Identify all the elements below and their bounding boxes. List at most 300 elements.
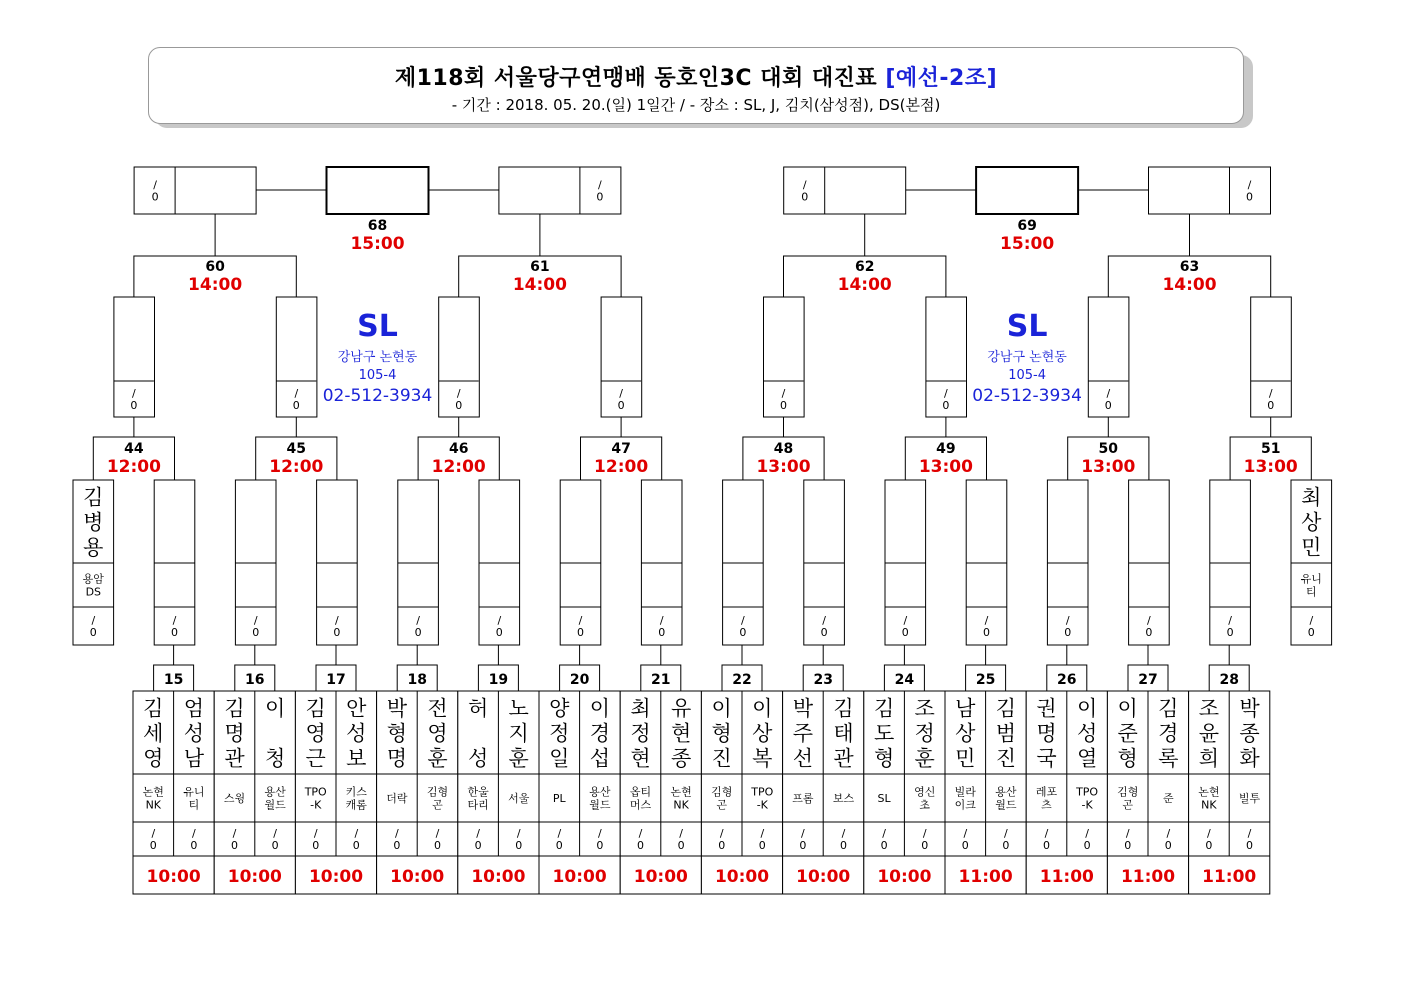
player-name: 희 bbox=[1198, 746, 1220, 771]
match-time: 12:00 bbox=[269, 457, 324, 477]
player-club: 곤 bbox=[432, 798, 443, 812]
player-name: 열 bbox=[1076, 746, 1098, 771]
player-club: 프롬 bbox=[792, 792, 814, 805]
slot-score: / bbox=[1065, 614, 1070, 627]
match-number: 49 bbox=[936, 441, 956, 457]
slot-score: / bbox=[294, 387, 299, 400]
player-club: TPO bbox=[1076, 785, 1099, 799]
player-club: 용산 bbox=[589, 785, 611, 799]
slot-score: / bbox=[91, 614, 96, 627]
player-club: 머스 bbox=[629, 798, 652, 812]
player-club: 월드 bbox=[995, 798, 1017, 812]
slot-score: / bbox=[172, 614, 177, 627]
player-club: 키스 bbox=[345, 785, 367, 799]
player-score: / bbox=[516, 827, 521, 840]
slot-score: 0 bbox=[577, 626, 584, 639]
slot-score: / bbox=[1147, 614, 1151, 627]
player-name: 엄 bbox=[183, 696, 205, 721]
player-name: 이 bbox=[589, 696, 611, 721]
player-name: 명 bbox=[224, 721, 245, 746]
player-club: 김형 bbox=[426, 785, 449, 799]
match-time: 10:00 bbox=[471, 867, 526, 887]
match-number: 21 bbox=[651, 672, 671, 688]
player-score: / bbox=[192, 827, 196, 840]
player-club: 김형 bbox=[711, 785, 733, 799]
slot-score: / bbox=[456, 387, 461, 400]
player-club: 월드 bbox=[589, 798, 611, 812]
slot-score: / bbox=[153, 178, 157, 192]
match-number: 25 bbox=[975, 672, 996, 688]
player-name: 성 bbox=[467, 746, 489, 771]
player-club: 곤 bbox=[1122, 798, 1134, 812]
match-number: 28 bbox=[1219, 672, 1239, 688]
match-number: 15 bbox=[163, 672, 184, 688]
slot-score: / bbox=[335, 614, 339, 627]
player-club: -K bbox=[310, 798, 322, 812]
champion-box bbox=[327, 167, 429, 214]
player-name: 전 bbox=[427, 696, 448, 721]
player-score: / bbox=[922, 827, 927, 840]
player-club: 한울 bbox=[467, 785, 489, 799]
player-name: 이 bbox=[1117, 696, 1138, 721]
slot-score: 0 bbox=[151, 190, 159, 204]
slot-score: 0 bbox=[1064, 626, 1072, 639]
player-name: 안 bbox=[346, 696, 367, 721]
match-time: 10:00 bbox=[390, 867, 445, 887]
match-time: 11:00 bbox=[1039, 867, 1094, 887]
player-name: 윤 bbox=[1198, 721, 1220, 746]
player-name: 도 bbox=[873, 721, 895, 746]
player-name: 보 bbox=[346, 746, 367, 771]
slot-score: / bbox=[416, 614, 420, 627]
player-club: 논현 bbox=[1198, 785, 1220, 799]
title-text: 제118회 서울당구연맹배 동호인3C 대회 대진표 bbox=[394, 66, 878, 91]
player-score: / bbox=[1044, 827, 1049, 840]
slot-score: / bbox=[253, 614, 258, 627]
match-number: 61 bbox=[530, 259, 550, 275]
venue-name: SL bbox=[1006, 309, 1048, 344]
player-name: 진 bbox=[711, 746, 732, 771]
player-club: 논현 bbox=[142, 785, 164, 799]
player-club: SL bbox=[877, 792, 891, 805]
player-score: / bbox=[232, 827, 237, 840]
player-name: 최 bbox=[630, 696, 651, 721]
slot-score: / bbox=[659, 614, 664, 627]
player-score: 0 bbox=[231, 839, 238, 852]
player-name: 정 bbox=[630, 721, 651, 746]
player-score: 0 bbox=[840, 839, 847, 852]
player-score: 0 bbox=[352, 839, 360, 852]
player-name: 세 bbox=[143, 721, 164, 746]
slot-score: / bbox=[1106, 387, 1111, 400]
player-name: 영 bbox=[143, 746, 164, 771]
match-time: 10:00 bbox=[227, 867, 282, 887]
match-number: 60 bbox=[205, 259, 225, 275]
player-name: 종 bbox=[1239, 721, 1260, 746]
slot-score: / bbox=[1247, 178, 1252, 192]
match-time: 12:00 bbox=[431, 457, 486, 477]
player-club: 캐롬 bbox=[345, 798, 367, 812]
player-club: 용산 bbox=[995, 785, 1017, 799]
slot-score: 0 bbox=[1267, 399, 1275, 412]
champion-box bbox=[976, 167, 1078, 214]
player-score: / bbox=[719, 827, 724, 840]
player-name: 이 bbox=[264, 696, 286, 721]
match-time: 10:00 bbox=[146, 867, 201, 887]
final-number: 68 bbox=[367, 218, 388, 234]
player-club: 레포 bbox=[1035, 785, 1058, 799]
player-score: 0 bbox=[637, 839, 644, 852]
slot-score: / bbox=[497, 614, 502, 627]
slot-score: / bbox=[741, 614, 745, 627]
player-name: 관 bbox=[833, 746, 854, 771]
player-score: / bbox=[638, 827, 643, 840]
player-name: 관 bbox=[224, 746, 245, 771]
match-time: 11:00 bbox=[958, 867, 1013, 887]
match-time: 10:00 bbox=[552, 867, 607, 887]
player-name: 영 bbox=[305, 721, 326, 746]
final-number: 69 bbox=[1017, 218, 1037, 234]
slot-score: 0 bbox=[801, 190, 809, 204]
player-name: 명 bbox=[1036, 721, 1057, 746]
match-time: 11:00 bbox=[1120, 867, 1176, 887]
player-score: 0 bbox=[555, 839, 563, 852]
player-name: 상 bbox=[752, 721, 773, 746]
match-time: 14:00 bbox=[188, 275, 243, 295]
player-club: 이크 bbox=[954, 798, 976, 812]
slot-score: 0 bbox=[1307, 626, 1315, 639]
slot-score: 0 bbox=[495, 626, 503, 639]
match-time: 10:00 bbox=[714, 867, 770, 887]
player-score: 0 bbox=[434, 839, 441, 852]
player-score: 0 bbox=[718, 839, 726, 852]
match-number: 23 bbox=[813, 672, 833, 688]
player-score: 0 bbox=[596, 839, 604, 852]
player-name: 김 bbox=[305, 696, 326, 721]
player-name: 훈 bbox=[508, 746, 529, 771]
player-name: 영 bbox=[427, 721, 448, 746]
player-score: 0 bbox=[515, 839, 523, 852]
slot-score: / bbox=[578, 614, 583, 627]
match-number: 50 bbox=[1098, 441, 1119, 457]
player-name: 이 bbox=[752, 696, 773, 721]
match-number: 46 bbox=[448, 441, 469, 457]
player-club: 스윙 bbox=[223, 792, 246, 805]
match-time: 10:00 bbox=[877, 867, 932, 887]
seed-name: 병 bbox=[83, 510, 104, 535]
player-score: / bbox=[557, 827, 562, 840]
venue-address: 105-4 bbox=[1008, 368, 1046, 383]
player-club: 용산 bbox=[264, 785, 286, 799]
slot-score: / bbox=[802, 178, 807, 192]
slot-score: / bbox=[1228, 614, 1232, 627]
player-name: 경 bbox=[589, 721, 611, 746]
venue-address: 강남구 논현동 bbox=[337, 350, 418, 365]
slot-score: 0 bbox=[89, 626, 97, 639]
group-label: [예선-2조] bbox=[885, 66, 998, 91]
player-club: NK bbox=[1201, 798, 1217, 812]
player-score: / bbox=[1166, 827, 1171, 840]
venue-phone: 02-512-3934 bbox=[972, 386, 1082, 406]
match-number: 19 bbox=[488, 672, 509, 688]
slot-score: 0 bbox=[617, 399, 625, 412]
player-name: 상 bbox=[955, 721, 976, 746]
player-name: 허 bbox=[467, 696, 489, 721]
player-club: 보스 bbox=[832, 792, 855, 805]
player-score: 0 bbox=[921, 839, 929, 852]
venue-name: SL bbox=[357, 309, 398, 344]
slot-score: 0 bbox=[1226, 626, 1234, 639]
player-score: / bbox=[963, 827, 968, 840]
player-name: 정 bbox=[914, 721, 935, 746]
final-time: 15:00 bbox=[1000, 234, 1055, 254]
player-name: 남 bbox=[183, 746, 205, 771]
player-club: NK bbox=[673, 798, 689, 812]
match-number: 24 bbox=[894, 672, 915, 688]
player-score: 0 bbox=[149, 839, 157, 852]
player-name: 복 bbox=[752, 746, 773, 771]
player-name: 김 bbox=[833, 696, 854, 721]
player-club: 티 bbox=[188, 798, 200, 812]
seed-name: 김 bbox=[83, 485, 104, 510]
slot-score: 0 bbox=[130, 399, 138, 412]
player-name: 형 bbox=[711, 721, 732, 746]
player-score: / bbox=[476, 827, 480, 840]
slot-score: / bbox=[1309, 614, 1314, 627]
seed-name: 용 bbox=[83, 535, 104, 560]
player-score: 0 bbox=[1164, 839, 1172, 852]
match-number: 62 bbox=[854, 259, 875, 275]
match-time: 10:00 bbox=[308, 867, 364, 887]
player-name: 일 bbox=[549, 746, 570, 771]
match-number: 22 bbox=[732, 672, 752, 688]
match-time: 12:00 bbox=[106, 457, 161, 477]
player-score: / bbox=[151, 827, 156, 840]
match-number: 45 bbox=[286, 441, 307, 457]
player-name: 노 bbox=[508, 696, 529, 721]
player-score: 0 bbox=[1205, 839, 1213, 852]
player-name: 경 bbox=[1158, 721, 1179, 746]
slot-score: 0 bbox=[596, 190, 604, 204]
player-score: 0 bbox=[758, 839, 766, 852]
seed-club: 티 bbox=[1305, 585, 1317, 599]
player-score: / bbox=[801, 827, 805, 840]
slot-score: / bbox=[598, 178, 602, 192]
slot-score: 0 bbox=[780, 399, 787, 412]
match-number: 16 bbox=[245, 672, 265, 688]
player-club: 초 bbox=[919, 798, 931, 812]
match-number: 48 bbox=[773, 441, 794, 457]
player-name: 김 bbox=[224, 696, 245, 721]
slot-score: 0 bbox=[1104, 399, 1112, 412]
match-time: 14:00 bbox=[512, 275, 567, 295]
seed-club: 용암 bbox=[82, 572, 104, 586]
player-name: 김 bbox=[1158, 696, 1179, 721]
player-name: 박 bbox=[1239, 696, 1260, 721]
slot-score: 0 bbox=[739, 626, 747, 639]
player-name: 민 bbox=[955, 746, 976, 771]
player-score: / bbox=[882, 827, 886, 840]
player-name: 훈 bbox=[914, 746, 935, 771]
player-name: 조 bbox=[1198, 696, 1220, 721]
slot-score: 0 bbox=[414, 626, 422, 639]
player-score: / bbox=[1247, 827, 1252, 840]
match-number: 20 bbox=[569, 672, 590, 688]
player-club: 더락 bbox=[386, 792, 408, 805]
player-name: 현 bbox=[630, 746, 651, 771]
player-name: 성 bbox=[346, 721, 367, 746]
player-score: / bbox=[760, 827, 765, 840]
slot-score: / bbox=[781, 387, 786, 400]
player-score: / bbox=[435, 827, 440, 840]
player-name: 유 bbox=[670, 696, 692, 721]
player-club: 서울 bbox=[508, 792, 530, 805]
player-score: / bbox=[273, 827, 277, 840]
player-score: 0 bbox=[1002, 839, 1010, 852]
match-time: 10:00 bbox=[633, 867, 688, 887]
player-name: 박 bbox=[386, 696, 408, 721]
player-name: 진 bbox=[995, 746, 1017, 771]
player-score: 0 bbox=[1124, 839, 1132, 852]
slot-score: 0 bbox=[983, 626, 990, 639]
seed-club: DS bbox=[85, 585, 102, 599]
player-club: 영신 bbox=[914, 785, 936, 799]
venue-phone: 02-512-3934 bbox=[322, 386, 433, 406]
seed-name: 민 bbox=[1301, 535, 1322, 560]
match-number: 26 bbox=[1057, 672, 1077, 688]
player-score: / bbox=[313, 827, 318, 840]
venue-address: 105-4 bbox=[358, 368, 397, 383]
match-time: 13:00 bbox=[918, 457, 973, 477]
match-number: 44 bbox=[124, 441, 144, 457]
match-number: 47 bbox=[611, 441, 631, 457]
player-club: 곤 bbox=[716, 798, 728, 812]
player-name: 국 bbox=[1036, 746, 1057, 771]
player-name: 종 bbox=[670, 746, 692, 771]
match-time: 13:00 bbox=[1243, 457, 1298, 477]
player-club: 준 bbox=[1162, 792, 1174, 805]
player-club: 츠 bbox=[1041, 798, 1052, 812]
player-score: 0 bbox=[271, 839, 279, 852]
player-club: 타리 bbox=[467, 798, 489, 812]
page-subtitle: - 기간 : 2018. 05. 20.(일) 1일간 / - 장소 : SL, J, 김치(삼성점), DS(본점) bbox=[451, 96, 941, 114]
player-name: 박 bbox=[792, 696, 814, 721]
player-score: 0 bbox=[961, 839, 969, 852]
player-score: / bbox=[395, 827, 399, 840]
player-name: 남 bbox=[955, 696, 976, 721]
player-club: PL bbox=[552, 792, 566, 805]
match-number: 51 bbox=[1260, 441, 1281, 457]
player-name: 명 bbox=[386, 746, 408, 771]
player-score: / bbox=[841, 827, 846, 840]
match-time: 11:00 bbox=[1202, 867, 1257, 887]
slot-score: 0 bbox=[820, 626, 828, 639]
slot-score: 0 bbox=[1246, 190, 1253, 204]
player-name: 조 bbox=[914, 696, 935, 721]
seed-name: 상 bbox=[1301, 510, 1322, 535]
seed-name: 최 bbox=[1301, 485, 1322, 510]
player-score: / bbox=[1085, 827, 1089, 840]
match-number: 27 bbox=[1138, 672, 1158, 688]
match-time: 13:00 bbox=[1081, 457, 1136, 477]
player-name: 권 bbox=[1036, 696, 1057, 721]
player-club: 빌라 bbox=[954, 785, 976, 799]
player-score: 0 bbox=[1246, 839, 1253, 852]
slot-score: 0 bbox=[1145, 626, 1153, 639]
player-club: -K bbox=[1081, 798, 1093, 812]
final-time: 15:00 bbox=[350, 234, 405, 254]
slot-score: / bbox=[822, 614, 826, 627]
player-score: 0 bbox=[312, 839, 320, 852]
slot-score: / bbox=[619, 387, 623, 400]
player-club: 논현 bbox=[670, 785, 692, 799]
player-name: 이 bbox=[711, 696, 732, 721]
match-time: 14:00 bbox=[1162, 275, 1217, 295]
player-score: / bbox=[354, 827, 359, 840]
player-name: 태 bbox=[833, 721, 854, 746]
player-score: 0 bbox=[393, 839, 401, 852]
player-club: 유니 bbox=[183, 785, 205, 799]
player-club: 옵티 bbox=[629, 785, 652, 799]
player-club: 월드 bbox=[264, 798, 286, 812]
player-score: / bbox=[1004, 827, 1008, 840]
slot-score: 0 bbox=[942, 399, 950, 412]
player-score: 0 bbox=[880, 839, 888, 852]
player-name: 섭 bbox=[589, 746, 611, 771]
player-name: 정 bbox=[549, 721, 570, 746]
player-name: 지 bbox=[508, 721, 529, 746]
match-time: 14:00 bbox=[837, 275, 892, 295]
match-time: 13:00 bbox=[756, 457, 811, 477]
player-club: 빌투 bbox=[1238, 792, 1261, 805]
slot-score: 0 bbox=[455, 399, 463, 412]
match-time: 10:00 bbox=[796, 867, 851, 887]
slot-score: 0 bbox=[171, 626, 178, 639]
slot-score: 0 bbox=[658, 626, 666, 639]
slot-score: / bbox=[944, 387, 948, 400]
player-club: NK bbox=[145, 798, 162, 812]
player-name: 김 bbox=[873, 696, 895, 721]
venue-address: 강남구 논현동 bbox=[987, 350, 1067, 365]
player-score: 0 bbox=[190, 839, 198, 852]
seed-club: 유니 bbox=[1300, 572, 1322, 586]
player-name: 이 bbox=[1076, 696, 1098, 721]
player-name: 화 bbox=[1239, 746, 1260, 771]
player-name: 성 bbox=[183, 721, 205, 746]
player-score: 0 bbox=[1043, 839, 1050, 852]
player-name: 형 bbox=[1117, 746, 1138, 771]
player-club: TPO bbox=[304, 785, 327, 799]
slot-score: / bbox=[984, 614, 989, 627]
player-name: 청 bbox=[264, 746, 286, 771]
player-name: 형 bbox=[386, 721, 408, 746]
player-name: 주 bbox=[792, 721, 814, 746]
player-score: / bbox=[679, 827, 683, 840]
player-club: 김형 bbox=[1117, 785, 1139, 799]
player-club: -K bbox=[756, 798, 768, 812]
player-score: 0 bbox=[799, 839, 807, 852]
player-name: 현 bbox=[670, 721, 692, 746]
match-number: 17 bbox=[326, 672, 346, 688]
player-name: 양 bbox=[549, 696, 570, 721]
player-name: 록 bbox=[1158, 746, 1179, 771]
slot-score: / bbox=[1268, 387, 1273, 400]
match-number: 63 bbox=[1179, 259, 1200, 275]
slot-score: 0 bbox=[252, 626, 260, 639]
slot-score: 0 bbox=[901, 626, 909, 639]
player-score: 0 bbox=[677, 839, 685, 852]
match-number: 18 bbox=[407, 672, 427, 688]
